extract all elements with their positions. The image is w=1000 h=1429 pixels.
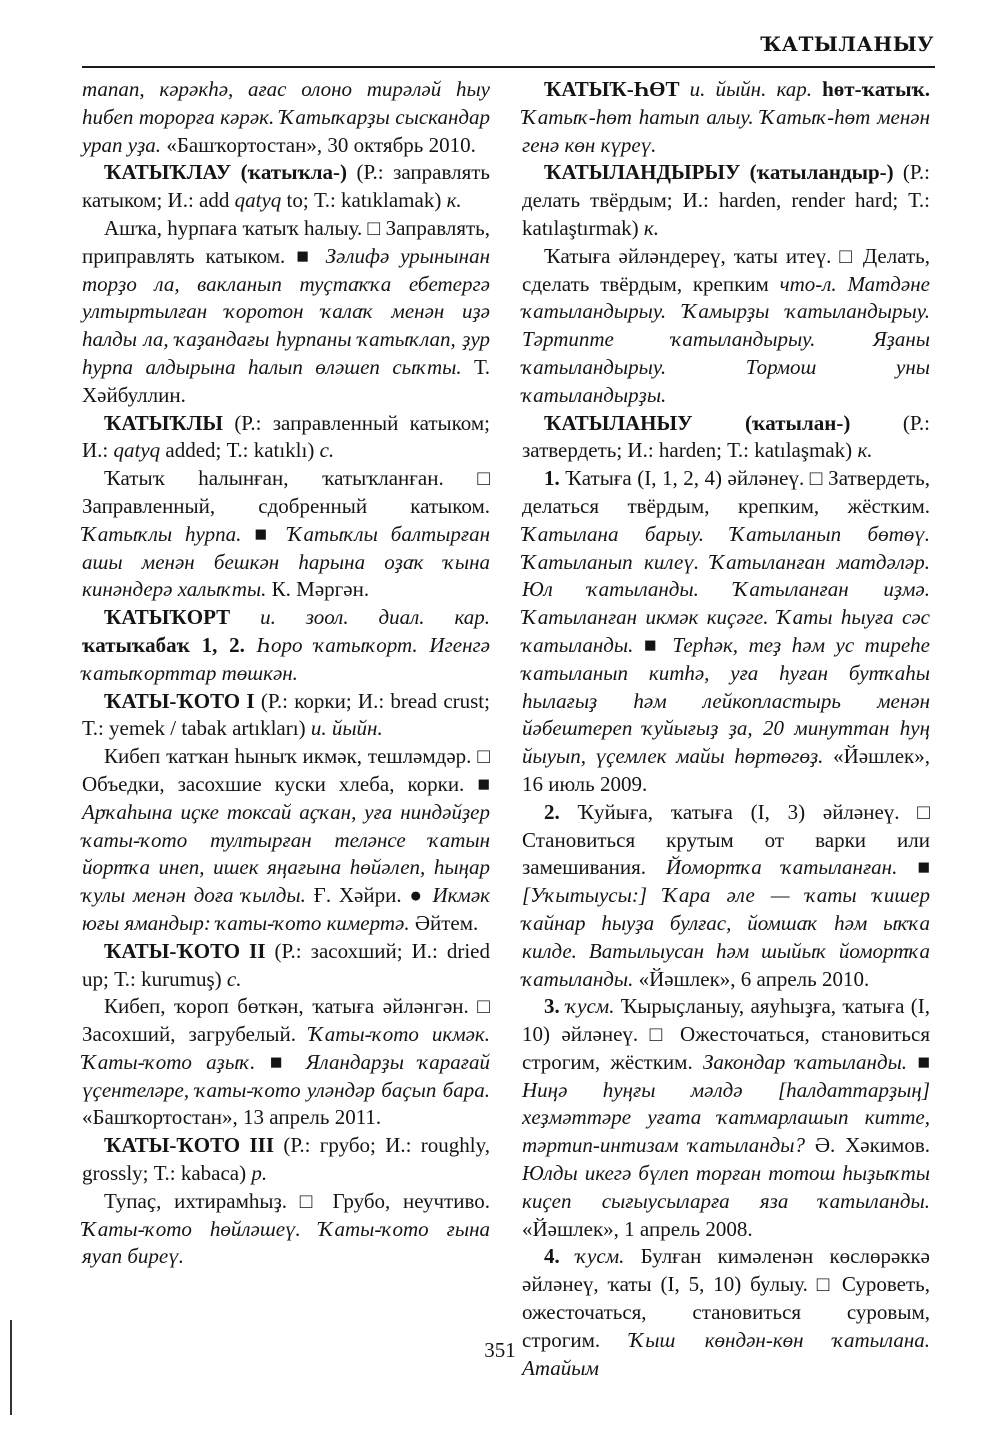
definition-text: Кибеп, ҡороп бөткән, ҡатыға әйләнгән. □ Засохший, загрубелый. [82, 994, 490, 1047]
headword: ҠАТЫҠ-ҺӨТ [544, 77, 680, 101]
example-text: Ҡаты-ҡото һөйләшеү. Ҡаты-ҡото ғына яуап биреү. [82, 1216, 490, 1269]
definition-text: Ҡатыға әйләндереү, ҡаты итеү. □ Делать, сделать твёрдым, крепким [522, 243, 930, 296]
equivalent-italic: qatyq [234, 188, 282, 213]
equivalent-italic: qatyq [113, 438, 161, 463]
right-column [522, 76, 930, 1382]
sense-number: 2. [544, 799, 560, 824]
quote-source: Ғ. Хәйри. ● [305, 883, 433, 908]
headword: ҠАТЫЛАНЫУ [544, 410, 693, 435]
quote-source-2: «Йәшлек», 1 апрель 2008. [522, 1216, 753, 1241]
dictionary-entry [82, 604, 490, 687]
definition-paragraph [82, 215, 490, 410]
sense-number: 1. [544, 466, 560, 491]
equivalents: (Р.: затвердеть; И.: harden; Т.: katılaşmak) [522, 410, 930, 463]
dictionary-entry [82, 938, 490, 994]
headword: ҠАТЫ-ҠОТО III [104, 1133, 274, 1158]
example-quote-2: Икмәк юғы ямандыр: ҡаты-ҡото кимертә. [82, 883, 490, 935]
dictionary-entry [522, 410, 930, 466]
equivalents-cont: added; Т.: katıklı) [160, 438, 320, 463]
definition-paragraph [82, 743, 490, 938]
equivalents-cont: to; Т.: katıklamak) [281, 188, 447, 213]
separator-text: ■ [907, 1049, 930, 1074]
headword: ҠАТЫ-ҠОТО II [104, 938, 266, 963]
definition-text: Ҡырыҫланыу, аяуһыҙға, ҡатыға (I, 10) әйләнеү. □ Ожесточаться, становиться строгим, жёстким. [522, 994, 930, 1074]
dictionary-entry [82, 410, 490, 466]
quote-source: «Башҡортостан», 30 октябрь 2010. [161, 132, 476, 157]
quote-source: «Йәшлек», 6 апрель 2010. [633, 966, 870, 991]
example-quote: Яландарҙы ҡарағай үҫентеләре, ҡаты-ҡото уләндәр баҫып бара. [82, 1049, 490, 1102]
part-of-speech: и. йыйн. кар. [689, 77, 813, 101]
part-of-speech: к. [446, 188, 462, 213]
headword: ҠАТЫҠЛАУ [104, 160, 232, 185]
example-quote: Терһәк, теҙ һәм ус тиреһе ҡатыланып китһә, уға һуған бутҡаһы һылағыҙ һәм лейкопластырь менән йәбештереп ҡуйығыҙ ҙа, 20 минуттан һуң йыуып, үҫемлек майы һөртөгөҙ. [522, 632, 930, 769]
sense-number: 4. [544, 1244, 560, 1269]
example-quote: Ҡатыҡлы балтырған ашы менән бешкән һарына оҙаҡ ҡына кинәндерә халыҡты. [82, 521, 490, 602]
quote-source: «Йәшлек», 16 июль 2009. [522, 744, 930, 796]
example-text: Ҡыш көндән-көн ҡатылана. Атайым [522, 1327, 930, 1380]
scan-margin-line [10, 1320, 12, 1415]
sense-paragraph [522, 465, 930, 799]
definition-text: Ҡуйыға, ҡатыға (I, 3) әйләнеү. □ Становиться крутым от варки или замешивания. [522, 799, 930, 880]
definition-text: Тупаҫ, ихтирамһыҙ. □ Грубо, неучтиво. [104, 1188, 490, 1213]
equivalents: (Р.: корки; И.: bread crust; Т.: yemek / tabak artıkları) [82, 688, 490, 741]
definition-text: Кибеп ҡатҡан һыныҡ икмәк, тешләмдәр. □ Объедки, засохшие куски хлеба, корки. ■ [82, 744, 490, 796]
definition-paragraph [82, 993, 490, 1132]
separator-text: ■ [255, 1049, 306, 1074]
example-text: Ҡаты-ҡото икмәк. Ҡаты-ҡото аҙыҡ. [82, 1022, 490, 1074]
example-quote: [Уҡытыусы:] Ҡара әле — ҡаты ҡишер ҡайнар һыуҙа булғас, йомшаҡ һәм ыҡҡа килде. Ватылыусан һәм шыйыҡ йомортҡа ҡатыланды. [522, 883, 930, 991]
definition-text: Ҡатыҡ һалынған, ҡатыҡланған. □ Заправленный, сдобренный катыком. [82, 466, 490, 518]
part-of-speech: с. [319, 438, 335, 463]
headword: ҠАТЫҠЛЫ [104, 410, 224, 435]
headword: ҠАТЫ-ҠОТО I [104, 688, 255, 713]
part-of-speech: к. [643, 215, 659, 240]
equivalents: (Р.: делать твёрдым; И.: harden, render hard; Т.: katılaştırmak) [522, 160, 930, 240]
headword-form: (ҡатыландыр-) [740, 160, 894, 185]
example-text: что-л. Матдәне ҡатыландырыу. Ҡамырҙы ҡатыландырыу. Тәртипте ҡатыландырыу. Яҙаны ҡатыландырыу. Тормош уны ҡатыландырҙы. [522, 271, 930, 407]
sense-paragraph [522, 799, 930, 994]
definition-text: Ашҡа, һурпаға ҡатыҡ һалыу. □ Заправлять, приправлять катыком. ■ [82, 215, 490, 268]
separator-text: ■ [241, 521, 288, 546]
headword: ҠАТЫЛАНДЫРЫУ [544, 160, 741, 185]
separator-text: ■ [633, 632, 673, 657]
dictionary-entry [82, 1132, 490, 1188]
quote-source-2: Әйтем. [409, 910, 479, 935]
sense-number: 3. [544, 994, 560, 1019]
separator-text: ■ [897, 855, 931, 880]
page-number: 351 [484, 1338, 516, 1362]
cross-reference: ҡатыҡабаҡ 1, 2. [82, 632, 245, 657]
example-text: Закондар ҡатыланды. [702, 1049, 908, 1074]
dictionary-entry [82, 159, 490, 215]
equivalents: (Р.: заправлять катыком; И.: add [82, 160, 491, 213]
headword: ҠАТЫҠОРТ [104, 605, 231, 630]
definition-paragraph [82, 76, 490, 159]
cross-reference: һөт-ҡатыҡ. [812, 77, 930, 101]
dictionary-entry [82, 688, 490, 744]
definition-text: Ҡатыға (I, 1, 2, 4) әйләнеү. □ Затвердеть, делаться твёрдым, крепким, жёстким. [522, 466, 930, 518]
headword-form: (ҡатыҡла-) [231, 160, 348, 185]
dictionary-entry [522, 76, 930, 159]
example-quote-2: Юлды икегә бүлеп торған тотош һыҙыҡты киҫеп сығыусыларға яза ҡатыланды. [522, 1161, 930, 1213]
headword-form: (ҡатылан-) [692, 410, 851, 435]
definition-text: Булған кимәленән көслөрәккә әйләнеү, ҡаты (I, 5, 10) булыу. □ Суроветь, ожесточаться, становиться суровым, строгим. [522, 1244, 931, 1352]
dictionary-entry [522, 159, 930, 242]
equivalents: (Р.: грубо; И.: roughly, grossly; Т.: kabaca) [82, 1133, 490, 1186]
quote-source: Ә. Хәкимов. [805, 1133, 930, 1158]
sense-paragraph [522, 993, 930, 1243]
running-header: ҠАТЫЛАНЫУ [760, 32, 934, 56]
part-of-speech: к. [857, 438, 873, 463]
usage-examples: Ҡатыҡ-һөт һатып алыу. Ҡатыҡ-һөт менән генә көн күреү. [522, 104, 930, 157]
example-quote: Ниңә һуңғы мәлдә [һалдаттарҙың] хеҙмәттәре уғата ҡатмарлашып китте, тәртип-интизам ҡатыланды? [522, 1077, 930, 1158]
example-text: тапап, кәрәкһә, ағас олоно тирәләй һыу һибеп торорға кәрәк. Ҡатыҡарҙы сыскандар урап уҙа. [82, 77, 490, 157]
definition-paragraph [82, 1188, 490, 1271]
example-text: Ҡатыҡлы һурпа. [82, 521, 242, 546]
part-of-speech: р. [251, 1161, 268, 1186]
example-text: Зәлифә урынынан торҙо ла, вакланып туҫтаҡҡа ебетергә ултыртылған ҡоротон ҡалаҡ менән иҙә һалды ла, ҡаҙандағы һурпаны ҡатыҡлап, ҙур һурпа алдырына һалып өләшеп сыҡты. [82, 243, 490, 379]
equivalents: (Р.: заправленный катыком; И.: [82, 410, 490, 463]
example-text: Ҡатылана барыу. Ҡатыланып бөтөү. Ҡатыланып килеү. Ҡатыланған матдәләр. Юл ҡатыланды. Ҡатыланған иҙмә. Ҡатыланған икмәк киҫәге. Ҡаты һыуға сәс ҡатыланды. [522, 521, 930, 657]
quote-source: К. Мәргән. [266, 577, 370, 602]
example-text: Йомортҡа ҡатыланған. [665, 855, 898, 880]
part-of-speech: и. зоол. диал. кар. [260, 605, 490, 630]
left-column [82, 76, 490, 1271]
usage-examples: Һоро ҡатыҡорт. Игенгә ҡатыҡорттар төшкән. [82, 632, 490, 685]
equivalents [680, 77, 690, 101]
definition-paragraph [82, 465, 490, 604]
part-of-speech: с. [226, 966, 242, 991]
quote-source: «Башҡортостан», 13 апрель 2011. [82, 1105, 382, 1130]
example-text: Арҡаһына иҫке токсай аҫҡан, уға ниндәйҙер ҡаты-ҡото тултырған теләнсе ҡатын йортҡа инеп, ишек яңағына һөйәлеп, һыңар ҡулы менән доға ҡылды. [82, 799, 490, 908]
sense-label: ҡусм. [559, 1244, 625, 1269]
quote-source: Т. Хәйбуллин. [82, 354, 490, 407]
equivalents [230, 605, 260, 629]
header-rule [82, 66, 935, 68]
definition-paragraph [522, 243, 930, 410]
equivalents: (Р.: засохший; И.: dried up; Т.: kurumuş) [82, 938, 490, 991]
sense-label: ҡусм. [559, 994, 615, 1019]
part-of-speech: и. йыйн. [310, 716, 383, 741]
